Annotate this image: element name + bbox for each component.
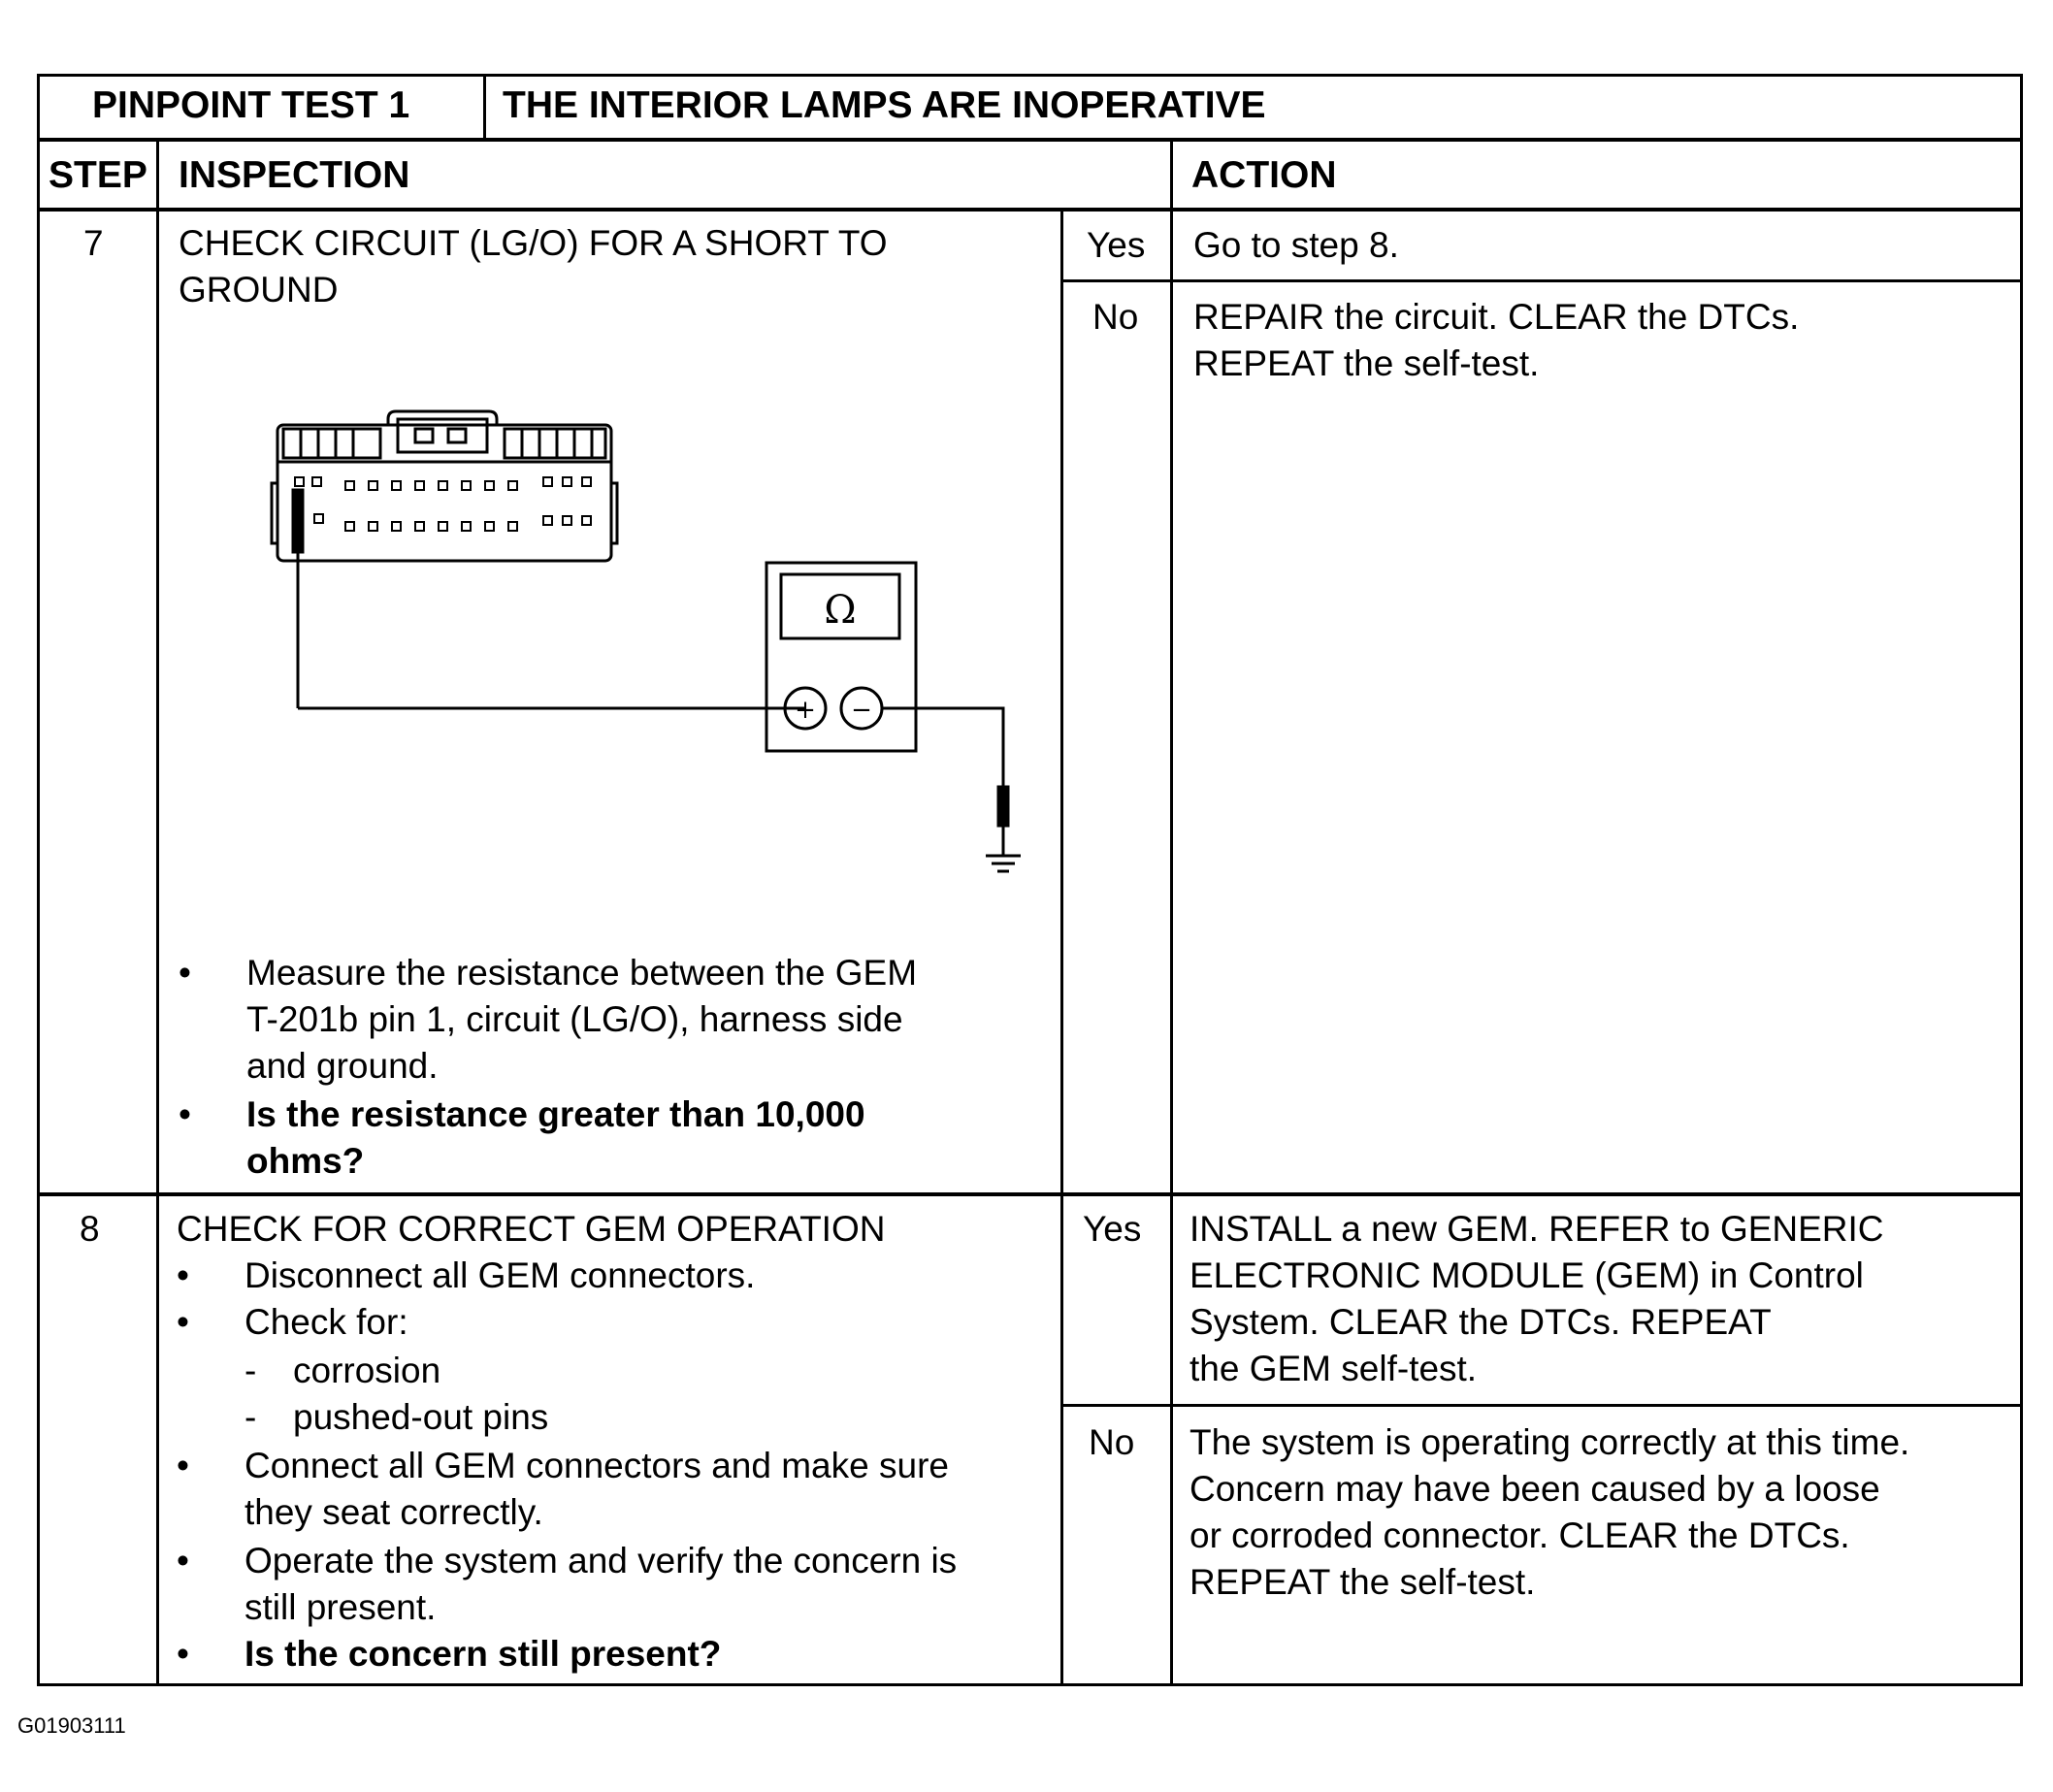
step-8-yes-label: Yes (1083, 1209, 1142, 1249)
bullet-icon: • (179, 953, 191, 993)
bullet-icon: • (177, 1302, 189, 1342)
pinpoint-test-label: PINPOINT TEST 1 (92, 84, 410, 126)
step-8-no-action-line2: Concern may have been caused by a loose (1189, 1469, 1880, 1509)
dash-icon: - (244, 1397, 257, 1437)
connector-pin-row-2 (314, 514, 591, 531)
step-7-instruction-line2: T-201b pin 1, circuit (LG/O), harness side (246, 999, 903, 1039)
bullet-icon: • (177, 1541, 189, 1580)
bullet-icon: • (177, 1446, 189, 1485)
step-7-title-line1: CHECK CIRCUIT (LG/O) FOR A SHORT TO (179, 223, 888, 263)
bullet-icon: • (179, 1094, 191, 1134)
step-7-yes-action: Go to step 8. (1193, 225, 1399, 265)
rule-action-left (1170, 140, 1173, 1686)
table-border-bottom (37, 1683, 2023, 1686)
table-border-left (37, 74, 40, 1686)
step-8-no-action-line3: or corroded connector. CLEAR the DTCs. (1189, 1515, 1850, 1555)
step-7-no-action-line2: REPEAT the self-test. (1193, 343, 1540, 383)
bullet-icon: • (177, 1634, 189, 1674)
dash-icon: - (244, 1351, 257, 1390)
connector-pin-row-1 (295, 477, 591, 490)
rule-step-column (156, 140, 159, 1686)
plus-sign: + (795, 696, 816, 725)
lead-ground (882, 708, 1003, 786)
pinpoint-test-title: THE INTERIOR LAMPS ARE INOPERATIVE (503, 84, 1266, 126)
probe-ground (997, 786, 1009, 856)
rule-step7-yes-no (1060, 279, 2023, 282)
step-8-item-3-line2: they seat correctly. (244, 1492, 543, 1532)
rule-title-divider (483, 74, 486, 140)
table-border-right (2020, 74, 2023, 1686)
step-8-item-3-line1: Connect all GEM connectors and make sure (244, 1446, 949, 1485)
ohm-symbol: Ω (824, 588, 857, 633)
figure-id: G01903111 (17, 1713, 126, 1738)
probe-positive (292, 489, 304, 708)
rule-under-columns (37, 208, 2023, 212)
gem-connector-body (277, 425, 611, 561)
resistance-test-diagram (262, 407, 1038, 893)
step-8-item-1: Disconnect all GEM connectors. (244, 1255, 756, 1295)
step-8-sub-item-1: corrosion (293, 1351, 441, 1390)
step-8-number: 8 (80, 1209, 100, 1249)
step-7-no-action-line1: REPAIR the circuit. CLEAR the DTCs. (1193, 297, 1800, 337)
bullet-icon: • (177, 1255, 189, 1295)
step-7-no-label: No (1092, 297, 1139, 337)
step-7-yes-label: Yes (1087, 225, 1146, 265)
step-8-yes-action-line3: System. CLEAR the DTCs. REPEAT (1189, 1302, 1772, 1342)
column-header-action: ACTION (1191, 154, 1337, 196)
minus-sign: − (851, 696, 872, 725)
step-8-item-2: Check for: (244, 1302, 408, 1342)
table-border-top (37, 74, 2023, 77)
step-8-yes-action-line2: ELECTRONIC MODULE (GEM) in Control (1189, 1255, 1864, 1295)
step-7-instruction-line3: and ground. (246, 1046, 439, 1086)
step-8-no-action-line1: The system is operating correctly at this time. (1189, 1422, 1910, 1462)
ground-icon (986, 856, 1021, 871)
step-8-item-4-line1: Operate the system and verify the concern is (244, 1541, 958, 1580)
step-8-no-action-line4: REPEAT the self-test. (1189, 1562, 1536, 1602)
step-8-yes-action-line1: INSTALL a new GEM. REFER to GENERIC (1189, 1209, 1884, 1249)
step-8-title: CHECK FOR CORRECT GEM OPERATION (177, 1209, 886, 1249)
step-8-sub-item-2: pushed-out pins (293, 1397, 549, 1437)
rule-under-title (37, 138, 2023, 142)
step-8-question: Is the concern still present? (244, 1634, 722, 1674)
step-7-instruction-line1: Measure the resistance between the GEM (246, 953, 918, 993)
rule-between-steps (37, 1192, 2023, 1196)
column-header-step: STEP (49, 154, 147, 196)
step-8-yes-action-line4: the GEM self-test. (1189, 1349, 1478, 1388)
step-7-question-line1: Is the resistance greater than 10,000 (246, 1094, 865, 1134)
step-7-question-line2: ohms? (246, 1141, 365, 1181)
rule-step8-yes-no (1060, 1404, 2023, 1407)
step-8-no-label: No (1089, 1422, 1135, 1462)
step-7-number: 7 (83, 223, 104, 263)
rule-inspection-right (1060, 208, 1063, 1686)
column-header-inspection: INSPECTION (179, 154, 410, 196)
step-7-title-line2: GROUND (179, 270, 339, 310)
step-8-item-4-line2: still present. (244, 1587, 437, 1627)
